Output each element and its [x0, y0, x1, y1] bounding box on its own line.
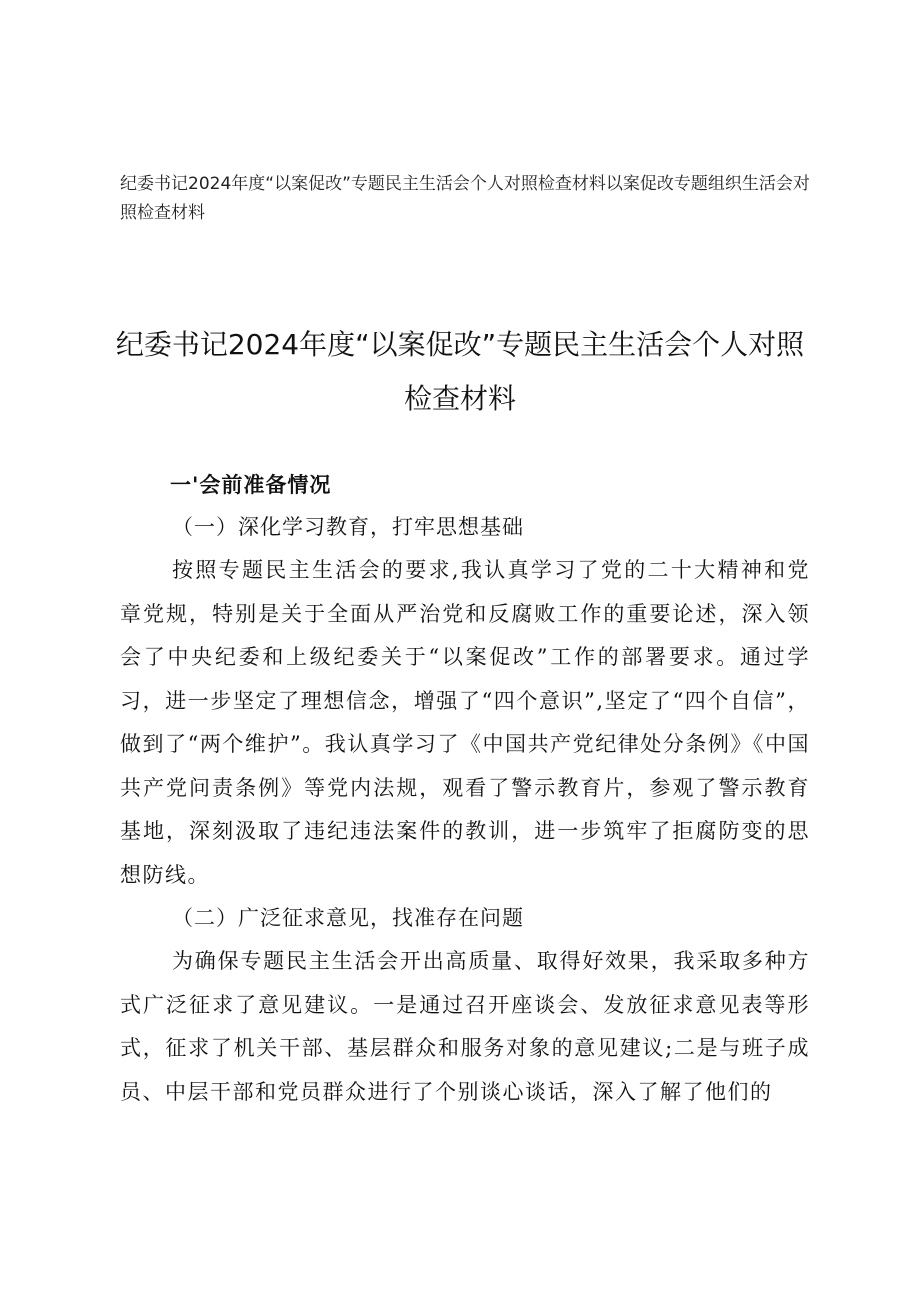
subsection-heading-opinions: （二）广泛征求意见，找准存在问题: [172, 906, 524, 930]
section-heading-preparation: 一'会前准备情况: [170, 473, 332, 497]
document-title: 纪委书记2024年度“以案促改”专题民主生活会个人对照检查材料: [115, 328, 805, 415]
paragraph-study: 按照专题民主生活会的要求,我认真学习了党的二十大精神和党章党规，特别是关于全面从严治党和反腐败工作的重要论述，深入领会了中央纪委和上级纪委关于“以案促改”工作的部署要求。通过学习，进一步坚定了理想信念，增强了“四个意识”,坚定了“四个自信”，做到了“两个维护”。我认真学习了《中国共产党纪律处分条例》《中国共产党问责条例》等党内法规，观看了警示教育片，参观了警示教育基地，深刻汲取了违纪违法案件的教训，进一步筑牢了拒腐防变的思想防线。: [120, 558, 810, 887]
paragraph-opinions: 为确保专题民主生活会开出高质量、取得好效果，我采取多种方式广泛征求了意见建议。一是通过召开座谈会、发放征求意见表等形式，征求了机关干部、基层群众和服务对象的意见建议;二是与班子成员、中层干部和党员群众进行了个别谈心谈话，深入了解了他们的: [120, 949, 810, 1104]
subsection-heading-study: （一）深化学习教育，打牢思想基础: [172, 515, 524, 539]
document-filename-header: 纪委书记2024年度“以案促改”专题民主生活会个人对照检查材料以案促改专题组织生活会对照检查材料: [120, 174, 810, 223]
document-body: [120, 464, 810, 1114]
